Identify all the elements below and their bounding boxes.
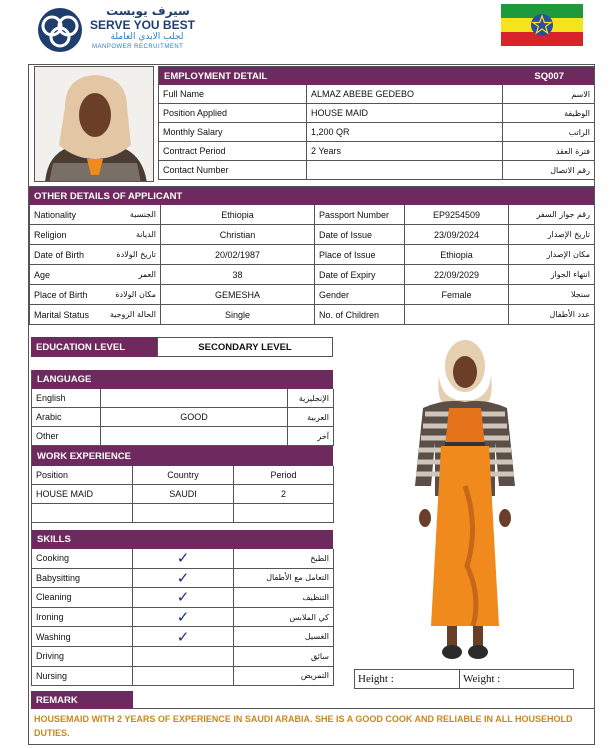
work-column-header: Country — [133, 466, 234, 485]
field-label: Passport Number — [315, 205, 405, 225]
full-body-photo — [395, 336, 535, 664]
skill-label-arabic: سائق — [234, 647, 334, 667]
employment-label: Position Applied — [159, 104, 307, 123]
other-details-row — [29, 245, 594, 265]
education-level-value: SECONDARY LEVEL — [157, 337, 333, 357]
skill-label-arabic: الغسيل — [234, 627, 334, 647]
work-experience-header: WORK EXPERIENCE — [32, 446, 333, 466]
skill-label-arabic: التعامل مع الأطفال — [234, 569, 334, 589]
field-label-arabic: الديانة — [91, 225, 161, 245]
work-cell — [32, 504, 133, 523]
flag-star-emblem-icon — [530, 13, 554, 37]
skill-label: Cooking — [32, 549, 133, 569]
ethiopia-flag — [501, 4, 583, 46]
other-details-row — [29, 285, 594, 305]
employment-label-arabic: الراتب — [503, 123, 595, 142]
logo-arabic-sub: لجلب الايدي العاملة — [110, 32, 184, 42]
employment-label-arabic: رقم الاتصال — [503, 161, 595, 180]
skill-label-arabic: الطبخ — [234, 549, 334, 569]
other-details-header — [29, 187, 594, 205]
skill-label: Babysitting — [32, 569, 133, 589]
employment-value: 2 Years — [307, 142, 503, 161]
field-value: Single — [161, 305, 315, 325]
left-tables — [31, 370, 333, 686]
language-label-arabic: العربية — [288, 408, 334, 427]
skill-label: Ironing — [32, 608, 133, 628]
field-value: Ethiopia — [405, 245, 509, 265]
height-label: Height : — [358, 673, 394, 685]
skill-label: Nursing — [32, 667, 133, 687]
field-label: Nationality — [30, 205, 91, 225]
skill-label-arabic: كي الملابس — [234, 608, 334, 628]
checkmark-icon: ✓ — [176, 550, 190, 568]
skill-check-cell — [133, 667, 234, 687]
language-level: GOOD — [101, 408, 288, 427]
field-label-arabic: عدد الأطفال — [509, 305, 595, 325]
language-label-arabic: آخر — [288, 427, 334, 446]
field-label: Place of Birth — [30, 285, 91, 305]
language-level — [101, 427, 288, 446]
field-label-arabic: مكان الولادة — [91, 285, 161, 305]
field-value: Ethiopia — [161, 205, 315, 225]
skill-check-cell — [133, 569, 234, 589]
field-value: 22/09/2029 — [405, 265, 509, 285]
field-label: Place of Issue — [315, 245, 405, 265]
field-label: Date of Expiry — [315, 265, 405, 285]
field-value: 23/09/2024 — [405, 225, 509, 245]
other-details-row — [29, 225, 594, 245]
remark-header-line — [133, 708, 594, 709]
field-value: GEMESHA — [161, 285, 315, 305]
employment-label: Contact Number — [159, 161, 307, 180]
skill-label: Washing — [32, 627, 133, 647]
skill-check-cell — [133, 627, 234, 647]
field-label-arabic: تاريخ الإصدار — [509, 225, 595, 245]
work-cell: HOUSE MAID — [32, 485, 133, 504]
height-box — [354, 669, 460, 689]
reference-code: SQ007 — [534, 70, 564, 82]
employment-value: ALMAZ ABEBE GEDEBO — [307, 85, 503, 104]
field-value: EP9254509 — [405, 205, 509, 225]
field-label-arabic: الحالة الزوجية — [91, 305, 161, 325]
skill-check-cell — [133, 608, 234, 628]
field-value: Female — [405, 285, 509, 305]
other-details-row — [29, 265, 594, 285]
work-cell: SAUDI — [133, 485, 234, 504]
employment-label-arabic: الاسم — [503, 85, 595, 104]
field-label-arabic: الجنسية — [91, 205, 161, 225]
skills-header: SKILLS — [32, 530, 333, 549]
logo-arabic-title: سيرف يوبست — [106, 4, 190, 18]
field-label: No. of Children — [315, 305, 405, 325]
language-label: Other — [32, 427, 101, 446]
field-label: Date of Birth — [30, 245, 91, 265]
checkmark-icon: ✓ — [176, 628, 190, 646]
field-value: 20/02/1987 — [161, 245, 315, 265]
employment-value: HOUSE MAID — [307, 104, 503, 123]
work-column-header: Period — [234, 466, 334, 485]
work-cell — [133, 504, 234, 523]
other-details-table — [29, 186, 594, 324]
other-details-row — [29, 305, 594, 325]
employment-value — [307, 161, 503, 180]
remark-text: HOUSEMAID WITH 2 YEARS OF EXPERIENCE IN SAUDI ARABIA. SHE IS A GOOD COOK AND RELIABLE IN ALL HOUSEHOLD DUTIES. — [34, 714, 573, 738]
employment-label: Contract Period — [159, 142, 307, 161]
field-label-arabic: رقم جواز السفر — [509, 205, 595, 225]
employment-detail-header — [159, 67, 594, 85]
field-label-arabic: انتهاء الجواز — [509, 265, 595, 285]
other-details-row — [29, 205, 594, 225]
field-label-arabic: مكان الإصدار — [509, 245, 595, 265]
checkmark-icon: ✓ — [176, 589, 190, 607]
language-level — [101, 389, 288, 408]
field-label-arabic: تاريخ الولادة — [91, 245, 161, 265]
skill-label: Driving — [32, 647, 133, 667]
skill-check-cell — [133, 647, 234, 667]
weight-box — [460, 669, 574, 689]
employment-value: 1,200 QR — [307, 123, 503, 142]
company-logo — [34, 4, 204, 54]
employment-label: Full Name — [159, 85, 307, 104]
employment-label-arabic: فترة العقد — [503, 142, 595, 161]
employment-label: Monthly Salary — [159, 123, 307, 142]
work-cell — [234, 504, 334, 523]
language-header: LANGUAGE — [32, 370, 333, 389]
employment-detail-title: EMPLOYMENT DETAIL — [164, 70, 268, 82]
field-label: Marital Status — [30, 305, 91, 325]
skill-label-arabic: التمريض — [234, 667, 334, 687]
field-label: Religion — [30, 225, 91, 245]
work-cell: 2 — [234, 485, 334, 504]
profile-photo — [34, 66, 154, 182]
field-label: Date of Issue — [315, 225, 405, 245]
field-label-arabic: سنجلا — [509, 285, 595, 305]
checkmark-icon: ✓ — [176, 569, 190, 587]
field-value: 38 — [161, 265, 315, 285]
language-label: Arabic — [32, 408, 101, 427]
field-label: Gender — [315, 285, 405, 305]
education-level-label: EDUCATION LEVEL — [31, 337, 157, 357]
other-details-title: OTHER DETAILS OF APPLICANT — [34, 190, 183, 202]
logo-knot-icon — [34, 6, 86, 54]
checkmark-icon: ✓ — [176, 609, 190, 627]
language-label-arabic: الإنجليزية — [288, 389, 334, 408]
logo-english-sub: MANPOWER RECRUITMENT — [92, 44, 184, 50]
field-value: Christian — [161, 225, 315, 245]
work-column-header: Position — [32, 466, 133, 485]
employment-label-arabic: الوظيفة — [503, 104, 595, 123]
employment-detail-table — [158, 66, 594, 180]
skill-label: Cleaning — [32, 588, 133, 608]
skill-check-cell — [133, 588, 234, 608]
field-value — [405, 305, 509, 325]
weight-label: Weight : — [463, 673, 501, 685]
field-label-arabic: العمر — [91, 265, 161, 285]
skill-label-arabic: التنظيف — [234, 588, 334, 608]
field-label: Age — [30, 265, 91, 285]
remark-header: REMARK — [31, 691, 133, 709]
logo-english-title: SERVE YOU BEST — [90, 18, 195, 32]
skill-check-cell — [133, 549, 234, 569]
language-label: English — [32, 389, 101, 408]
